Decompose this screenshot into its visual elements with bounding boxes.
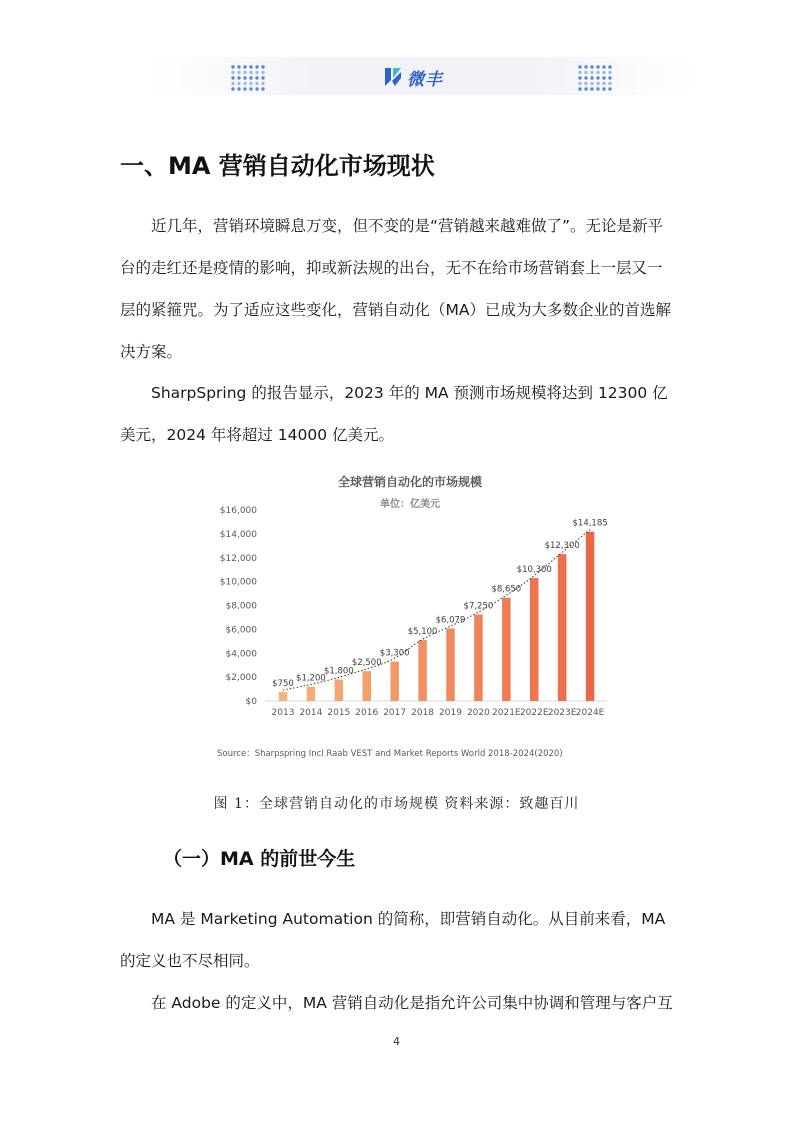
data-label-2014: $1,200 — [296, 673, 326, 684]
decor-dot — [590, 82, 593, 85]
bar-2023E — [558, 554, 567, 701]
y-tick-label: $8,000 — [225, 601, 257, 612]
decor-dot — [608, 71, 611, 74]
decor-dot — [590, 87, 593, 90]
data-label-2019: $6,079 — [435, 615, 466, 626]
data-label-2017: $3,300 — [379, 648, 410, 659]
decor-dot — [578, 65, 581, 68]
decor-dot — [255, 76, 258, 79]
wf-logo-icon — [383, 66, 403, 88]
x-tick-label: 2021E — [492, 708, 521, 718]
decor-dot — [231, 65, 234, 68]
y-axis — [220, 506, 607, 707]
decor-dot — [255, 71, 258, 74]
y-tick-label: $14,000 — [219, 529, 257, 540]
decor-dot — [237, 71, 240, 74]
paragraph-adobe: 在 Adobe 的定义中，MA 营销自动化是指允许公司集中协调和管理与客户互 — [151, 994, 673, 1012]
figure-caption: 图 1：全球营销自动化的市场规模 资料来源：致趣百川 — [213, 796, 580, 812]
bar-2024E — [586, 532, 595, 701]
bar-2015 — [335, 680, 344, 701]
y-tick-label: $12,000 — [219, 553, 257, 564]
decor-dot — [608, 65, 611, 68]
decor-dot — [261, 71, 264, 74]
y-tick-label: $10,000 — [219, 577, 257, 588]
decor-dot — [596, 71, 599, 74]
x-tick-label: 2019 — [439, 708, 462, 718]
data-label-2016: $2,500 — [351, 658, 382, 669]
y-tick-label: $0 — [245, 697, 257, 707]
decor-dot — [243, 76, 246, 79]
decor-dot — [584, 87, 587, 90]
brand-logo — [383, 64, 443, 90]
bar-2013 — [279, 692, 288, 701]
decor-dot — [261, 87, 264, 90]
decor-dot — [608, 87, 611, 90]
decor-dot — [602, 87, 605, 90]
data-label-2023E: $12,300 — [544, 541, 580, 552]
decor-dot — [261, 76, 264, 79]
decor-dot — [578, 87, 581, 90]
x-tick-label: 2016 — [355, 708, 379, 718]
decor-dot — [596, 87, 599, 90]
x-tick-label: 2022E — [519, 708, 549, 718]
chart-source: Source：Sharpspring Incl Raab VEST and Market Reports World 2018-2024(2020) — [217, 749, 563, 759]
data-label-2020: $7,250 — [463, 601, 494, 612]
decor-dot — [237, 87, 240, 90]
decor-dot — [596, 82, 599, 85]
decor-dot — [584, 65, 587, 68]
decor-dot — [261, 82, 264, 85]
bar-2020 — [474, 614, 483, 701]
y-tick-label: $4,000 — [225, 649, 257, 660]
subsection-title: （一）MA 的前世今生 — [163, 848, 356, 870]
dot-pattern-left — [230, 64, 266, 92]
decor-dot — [255, 82, 258, 85]
decor-dot — [602, 76, 605, 79]
bar-2019 — [446, 628, 455, 701]
decor-dot — [231, 82, 234, 85]
x-tick-label: 2024E — [575, 708, 605, 718]
decor-dot — [608, 76, 611, 79]
decor-dot — [231, 87, 234, 90]
decor-dot — [602, 65, 605, 68]
y-tick-label: $6,000 — [225, 625, 257, 636]
bar-2017 — [390, 662, 399, 701]
x-tick-label: 2023E — [547, 708, 577, 718]
decor-dot — [578, 76, 581, 79]
market-size-chart — [210, 466, 610, 766]
paragraph-intro: 近几年，营销环境瞬息万变，但不变的是“营销越来越难做了”。无论是新平台的走红还是疫情的影响，抑或新法规的出台，无不在给市场营销套上一层又一层的紧箍咒。为了适应这些变化，营销自动化（MA）已成为大多数企业的首选解决方案。 — [120, 217, 671, 361]
decor-dot — [249, 82, 252, 85]
data-label-2013: $750 — [272, 679, 294, 690]
section-title: 一、MA 营销自动化市场现状 — [120, 152, 435, 180]
decor-dot — [249, 76, 252, 79]
decor-dot — [584, 76, 587, 79]
decor-dot — [261, 65, 264, 68]
decor-dot — [590, 71, 593, 74]
decor-dot — [578, 71, 581, 74]
decor-dot — [243, 65, 246, 68]
dot-pattern-right — [577, 64, 613, 92]
data-label-2022E: $10,300 — [516, 565, 552, 576]
decor-dot — [255, 65, 258, 68]
bar-2022E — [530, 578, 539, 701]
decor-dot — [249, 65, 252, 68]
bar-2021E — [502, 598, 511, 701]
decor-dot — [608, 82, 611, 85]
x-tick-label: 2014 — [299, 708, 323, 718]
data-label-2024E: $14,185 — [572, 518, 608, 529]
decor-dot — [590, 65, 593, 68]
data-label-2015: $1,800 — [323, 666, 354, 677]
page-number: 4 — [393, 1035, 400, 1048]
chart-title: 全球营销自动化的市场规模 — [337, 475, 483, 489]
data-labels — [272, 519, 607, 689]
bar-2014 — [307, 687, 316, 701]
decor-dot — [596, 65, 599, 68]
decor-dot — [243, 87, 246, 90]
decor-dot — [602, 82, 605, 85]
bar-2018 — [418, 640, 427, 701]
decor-dot — [243, 71, 246, 74]
y-tick-label: $16,000 — [219, 506, 257, 516]
decor-dot — [231, 76, 234, 79]
decor-dot — [596, 76, 599, 79]
decor-dot — [237, 65, 240, 68]
decor-dot — [243, 82, 246, 85]
data-label-2021E: $8,650 — [491, 584, 522, 595]
paragraph-report: SharpSpring 的报告显示，2023 年的 MA 预测市场规模将达到 12300 亿美元，2024 年将超过 14000 亿美元。 — [120, 384, 668, 444]
decor-dot — [590, 76, 593, 79]
bar-2016 — [363, 671, 372, 701]
x-tick-label: 2018 — [411, 708, 435, 718]
decor-dot — [249, 87, 252, 90]
x-tick-label: 2015 — [327, 708, 351, 718]
decor-dot — [602, 71, 605, 74]
decor-dot — [584, 82, 587, 85]
decor-dot — [237, 76, 240, 79]
decor-dot — [578, 82, 581, 85]
chart-subtitle: 单位：亿美元 — [380, 499, 440, 510]
decor-dot — [249, 71, 252, 74]
x-tick-label: 2017 — [383, 708, 407, 718]
decor-dot — [255, 87, 258, 90]
decor-dot — [237, 82, 240, 85]
x-tick-label: 2013 — [271, 708, 295, 718]
decor-dot — [584, 71, 587, 74]
x-axis — [272, 708, 605, 718]
data-label-2018: $5,100 — [407, 627, 438, 638]
y-tick-label: $2,000 — [225, 673, 257, 684]
decor-dot — [231, 71, 234, 74]
brand-name: 微丰 — [407, 69, 443, 90]
x-tick-label: 2020 — [466, 708, 490, 718]
paragraph-definition: MA 是 Marketing Automation 的简称，即营销自动化。从目前来看，MA 的定义也不尽相同。 — [120, 910, 666, 970]
